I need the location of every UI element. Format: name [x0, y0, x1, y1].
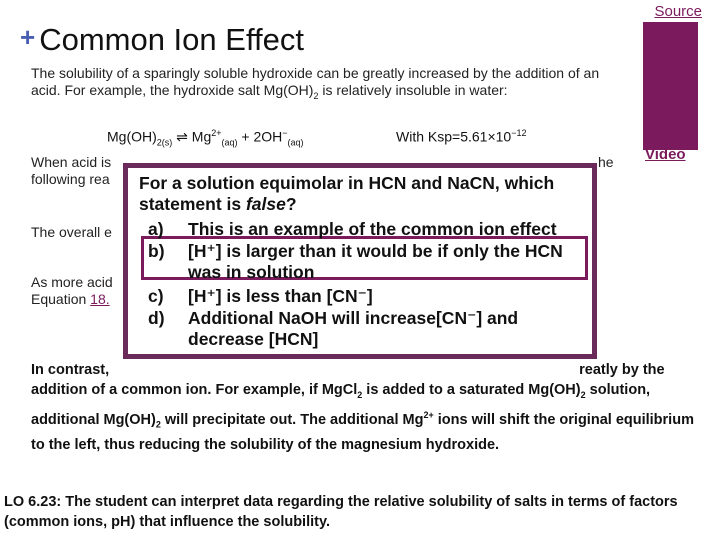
- quiz-question-emph: false: [245, 194, 286, 214]
- contrast-paragraph: [31, 360, 706, 455]
- video-link[interactable]: Video: [645, 146, 686, 163]
- equation-link[interactable]: 18.: [90, 291, 110, 307]
- option-letter: b): [148, 241, 165, 261]
- asmore-paragraph: [31, 274, 113, 308]
- eq-mg-sub: (aq): [221, 137, 238, 148]
- quiz-question: [139, 173, 589, 215]
- eq-oh-sub: (aq): [287, 137, 304, 148]
- option-text: [H⁺] is less than [CN⁻]: [188, 286, 373, 306]
- ksp-text: With Ksp=5.61×10: [396, 128, 512, 145]
- option-letter: c): [148, 286, 164, 306]
- contrast-text-5: will precipitate out. The additional Mg: [160, 411, 424, 428]
- contrast-sup-1: 2+: [423, 409, 434, 420]
- eq-mg-sup: 2+: [211, 128, 222, 138]
- overall-paragraph: The overall e: [31, 224, 112, 240]
- slide-title: [20, 22, 304, 58]
- quiz-popup: [123, 163, 597, 359]
- equilibrium-equation: [107, 128, 304, 147]
- option-text: Additional NaOH will increase[CN⁻] and decrease [HCN]: [188, 308, 519, 349]
- video-thumbnail[interactable]: [643, 22, 698, 150]
- contrast-text-4: solution, additional Mg(OH): [31, 382, 651, 428]
- intro-text-2: is relatively insoluble in water:: [318, 82, 508, 98]
- contrast-sub-1: 2: [357, 389, 363, 400]
- learning-objective: LO 6.23: The student can interpret data regarding the relative solubility of salts in terms of factors (common ions, pH) that influence the solubility.: [4, 494, 678, 530]
- asmore-line-2: [31, 291, 113, 308]
- option-letter: a): [148, 219, 164, 239]
- eq-oh: + 2OH: [237, 128, 283, 145]
- option-text: [H⁺] is larger than it would be if only the HCN was in solution: [188, 241, 563, 282]
- eq-lhs-sub: 2(s): [156, 137, 173, 148]
- eq-arrow: ⇌: [172, 128, 192, 145]
- plus-icon: +: [20, 22, 36, 52]
- intro-paragraph: [31, 65, 621, 105]
- contrast-text-1: In contrast,: [31, 362, 110, 378]
- quiz-question-end: ?: [285, 194, 297, 214]
- intro-sub: 2: [313, 90, 319, 101]
- asmore-line-1: As more acid: [31, 274, 113, 290]
- intro-text-1: The solubility of a sparingly soluble hydroxide can be greatly increased by the addition of an acid. For example, the hydroxide salt Mg(OH): [31, 65, 600, 98]
- acid-line-1-tail: he: [598, 154, 614, 170]
- source-link[interactable]: Source: [654, 3, 702, 20]
- equation-ref-text: Equation: [31, 291, 87, 307]
- contrast-sub-3: 2: [155, 419, 161, 430]
- eq-mg: Mg: [191, 128, 212, 145]
- acid-line-1: When acid is: [31, 154, 112, 170]
- eq-oh-sup: −: [282, 128, 288, 138]
- option-letter: d): [148, 308, 165, 328]
- title-text: Common Ion Effect: [39, 22, 304, 57]
- contrast-text-6: ions will shift the original equilibrium to the left, thus reducing the solubility of the magnesium hydroxide.: [31, 411, 694, 453]
- contrast-sub-2: 2: [580, 389, 586, 400]
- option-text: This is an example of the common ion effect: [188, 219, 557, 239]
- contrast-text-3: is added to a saturated Mg(OH): [362, 382, 581, 398]
- contrast-text-2: reatly by the addition of a common ion. For example, if MgCl: [31, 362, 665, 398]
- quiz-question-text: For a solution equimolar in HCN and NaCN, which statement is: [139, 173, 555, 214]
- ksp-exp: −12: [511, 128, 527, 138]
- eq-lhs: Mg(OH): [107, 128, 157, 145]
- acid-line-2: following rea: [31, 171, 110, 187]
- ksp-value: [396, 128, 526, 145]
